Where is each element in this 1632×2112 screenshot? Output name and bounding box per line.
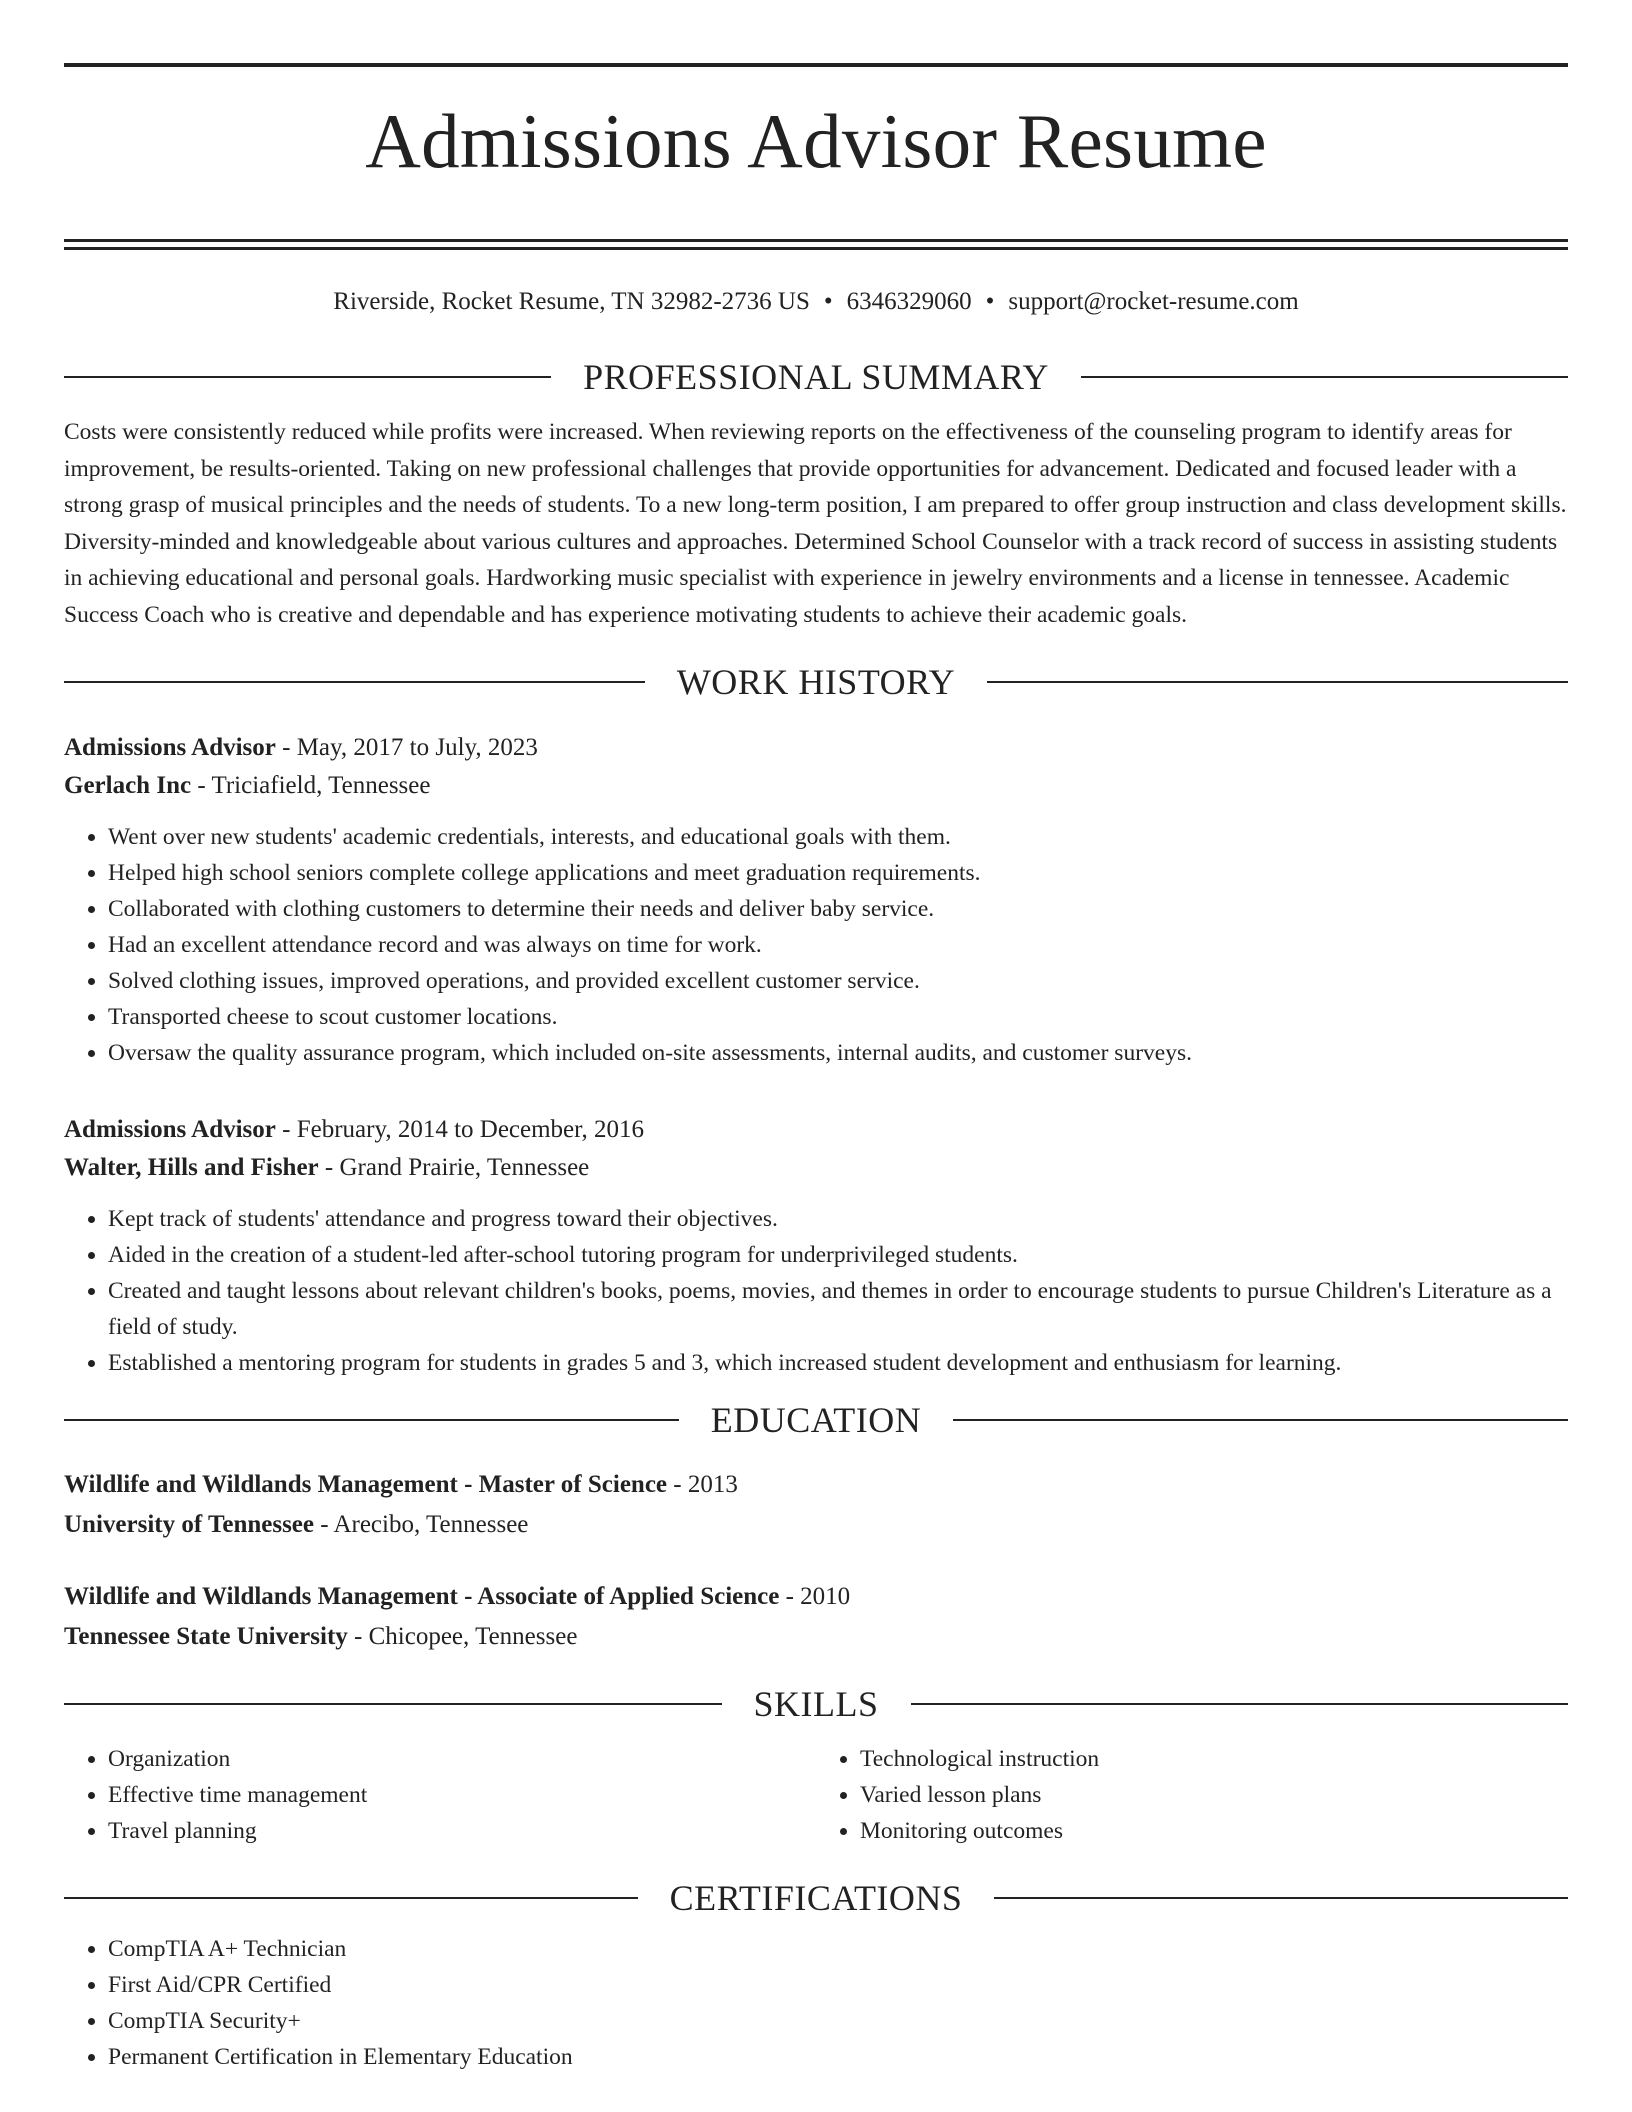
list-item: • CompTIA Security+ bbox=[108, 2003, 1568, 2039]
section-header-summary bbox=[64, 358, 1568, 396]
list-item: • Created and taught lessons about relevant children's books, poems, movies, and themes in order to encourage students to pursue Children's Literature as a field of study. bbox=[108, 1273, 1568, 1345]
list-item: • Travel planning bbox=[108, 1813, 816, 1849]
section-rule bbox=[64, 1419, 679, 1421]
contact-separator: • bbox=[985, 288, 995, 315]
contact-email: support@rocket-resume.com bbox=[1008, 288, 1299, 315]
job-entry bbox=[64, 729, 1568, 1071]
list-item: • Varied lesson plans bbox=[860, 1777, 1568, 1813]
list-item: • Permanent Certification in Elementary Education bbox=[108, 2039, 1568, 2075]
education-year: - 2010 bbox=[779, 1583, 851, 1610]
job-title-line bbox=[64, 729, 1568, 767]
job-location: - Triciafield, Tennessee bbox=[191, 772, 431, 799]
job-entry bbox=[64, 1111, 1568, 1381]
contact-separator: • bbox=[823, 288, 833, 315]
section-title: EDUCATION bbox=[710, 1400, 922, 1440]
section-rule bbox=[64, 681, 645, 683]
section-rule bbox=[64, 1703, 722, 1705]
education-year: - 2013 bbox=[667, 1471, 738, 1498]
job-company: Gerlach Inc bbox=[64, 772, 192, 799]
section-header-work-history bbox=[64, 663, 1568, 701]
top-rule bbox=[64, 63, 1568, 67]
education-degree: Wildlife and Wildlands Management - Master of Science bbox=[64, 1471, 668, 1498]
education-school: Tennessee State University bbox=[64, 1623, 348, 1650]
job-dates: - February, 2014 to December, 2016 bbox=[275, 1116, 644, 1143]
list-item: • Transported cheese to scout customer locations. bbox=[108, 999, 1568, 1035]
education-degree-line bbox=[64, 1577, 1568, 1617]
list-item: • Had an excellent attendance record and was always on time for work. bbox=[108, 927, 1568, 963]
job-company: Walter, Hills and Fisher bbox=[64, 1154, 319, 1181]
list-item: • CompTIA A+ Technician bbox=[108, 1931, 1568, 1967]
education-location: - Arecibo, Tennessee bbox=[314, 1511, 529, 1538]
section-rule bbox=[987, 681, 1568, 683]
section-title: SKILLS bbox=[753, 1684, 879, 1724]
list-item: • Went over new students' academic credentials, interests, and educational goals with them. bbox=[108, 819, 1568, 855]
list-item: • First Aid/CPR Certified bbox=[108, 1967, 1568, 2003]
list-item: • Kept track of students' attendance and progress toward their objectives. bbox=[108, 1201, 1568, 1237]
job-location: - Grand Prairie, Tennessee bbox=[318, 1154, 590, 1181]
list-item: • Aided in the creation of a student-led after-school tutoring program for underprivileged students. bbox=[108, 1237, 1568, 1273]
education-location: - Chicopee, Tennessee bbox=[347, 1623, 578, 1650]
section-header-certifications bbox=[64, 1879, 1568, 1917]
job-dates: - May, 2017 to July, 2023 bbox=[275, 734, 538, 761]
section-rule bbox=[1081, 376, 1568, 378]
job-bullets bbox=[64, 1201, 1568, 1381]
summary-paragraph: Costs were consistently reduced while profits were increased. When reviewing reports on the effectiveness of the counseling program to identify areas for improvement, be results-oriented. Taking on new professional challenges that provide opportunities for advancement. Dedicated and focused leader with a strong grasp of musical principles and the needs of students. To a new long-term position, I am prepared to offer group instruction and class development skills. Diversity-minded and knowledgeable about various cultures and approaches. Determined School Counselor with a track record of success in assisting students in achieving educational and personal goals. Hardworking music specialist with experience in jewelry environments and a license in tennessee. Academic Success Coach who is creative and dependable and has experience motivating students to achieve their academic goals. bbox=[64, 419, 1567, 628]
section-rule bbox=[64, 1897, 638, 1899]
education-school: University of Tennessee bbox=[64, 1511, 314, 1538]
education-degree: Wildlife and Wildlands Management - Associate of Applied Science bbox=[64, 1583, 780, 1610]
job-title: Admissions Advisor bbox=[64, 1116, 276, 1143]
section-rule bbox=[994, 1897, 1568, 1899]
contact-phone: 6346329060 bbox=[846, 288, 972, 315]
section-title: CERTIFICATIONS bbox=[669, 1878, 963, 1918]
contact-address: Riverside, Rocket Resume, TN 32982-2736 US bbox=[333, 288, 810, 315]
section-header-skills bbox=[64, 1685, 1568, 1723]
education-school-line bbox=[64, 1617, 1568, 1657]
list-item: • Helped high school seniors complete college applications and meet graduation requirements. bbox=[108, 855, 1568, 891]
education-degree-line bbox=[64, 1465, 1568, 1505]
section-title: PROFESSIONAL SUMMARY bbox=[583, 357, 1049, 397]
section-title: WORK HISTORY bbox=[676, 662, 956, 702]
list-item: • Organization bbox=[108, 1741, 816, 1777]
list-item: • Technological instruction bbox=[860, 1741, 1568, 1777]
list-item: • Collaborated with clothing customers to determine their needs and deliver baby service. bbox=[108, 891, 1568, 927]
section-rule bbox=[953, 1419, 1568, 1421]
job-company-line bbox=[64, 1149, 1568, 1187]
education-entry bbox=[64, 1577, 1568, 1657]
section-rule bbox=[911, 1703, 1569, 1705]
education-school-line bbox=[64, 1505, 1568, 1545]
job-company-line bbox=[64, 767, 1568, 805]
list-item: • Established a mentoring program for students in grades 5 and 3, which increased student development and enthusiasm for learning. bbox=[108, 1345, 1568, 1381]
skills-columns bbox=[64, 1741, 1568, 1849]
page-title: Admissions Advisor Resume bbox=[365, 98, 1267, 184]
job-bullets bbox=[64, 819, 1568, 1071]
list-item: • Effective time management bbox=[108, 1777, 816, 1813]
skills-list-left bbox=[64, 1741, 816, 1849]
education-entry bbox=[64, 1465, 1568, 1545]
certifications-list bbox=[64, 1931, 1568, 2075]
section-rule bbox=[64, 376, 551, 378]
job-title-line bbox=[64, 1111, 1568, 1149]
contact-line bbox=[64, 286, 1568, 318]
skills-list-right bbox=[816, 1741, 1568, 1849]
list-item: • Oversaw the quality assurance program, which included on-site assessments, internal audits, and customer surveys. bbox=[108, 1035, 1568, 1071]
title-double-rule bbox=[64, 239, 1568, 250]
list-item: • Monitoring outcomes bbox=[860, 1813, 1568, 1849]
job-title: Admissions Advisor bbox=[64, 734, 276, 761]
section-header-education bbox=[64, 1401, 1568, 1439]
list-item: • Solved clothing issues, improved operations, and provided excellent customer service. bbox=[108, 963, 1568, 999]
